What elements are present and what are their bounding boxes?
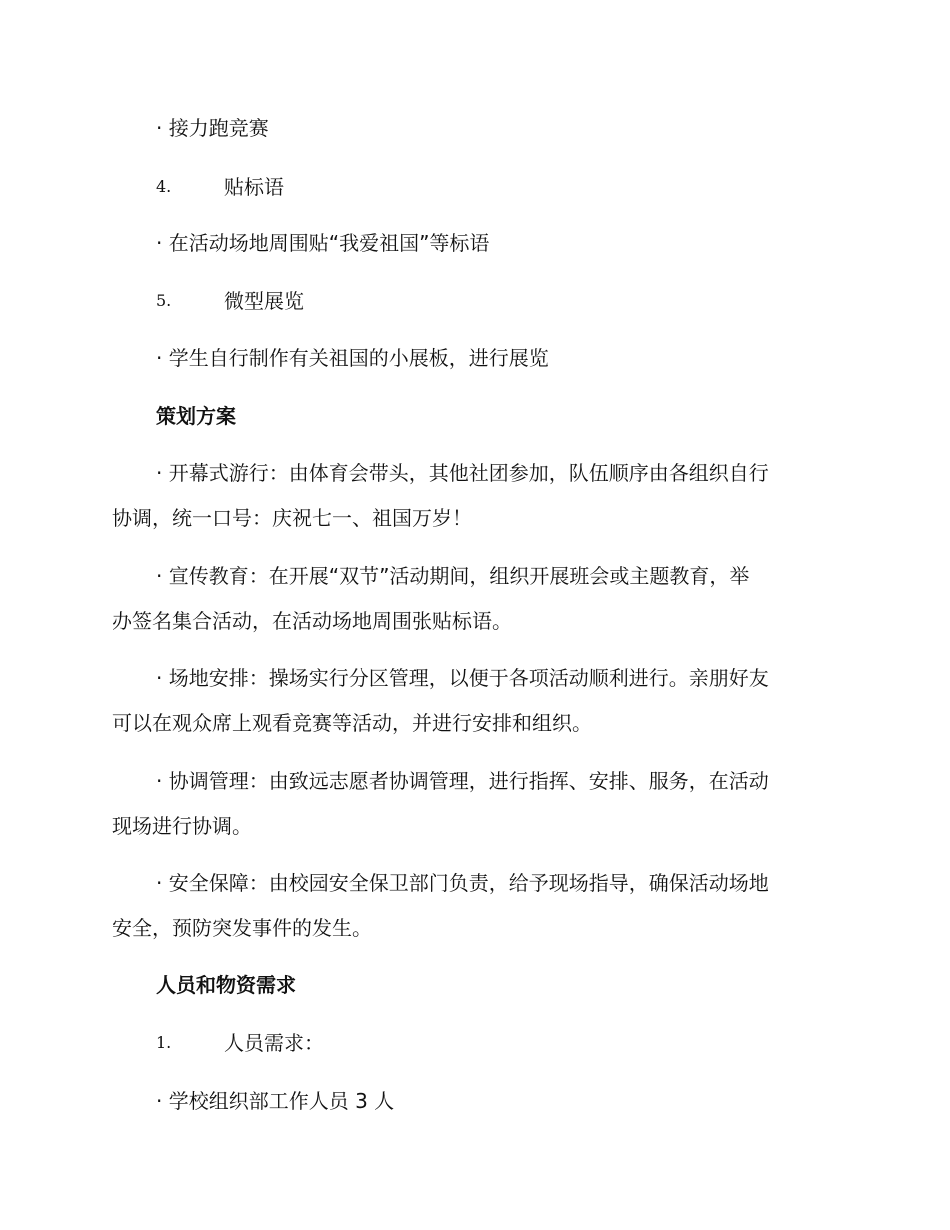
list-item-mini-exhibit: 微型展览 [224, 289, 304, 313]
bullet-relay-race: · 接力跑竞赛 [156, 116, 269, 140]
list-number-1: 1. [156, 1033, 172, 1052]
paragraph-parade-line2: 协调，统一口号：庆祝七一、祖国万岁！ [112, 506, 472, 530]
paragraph-coordination-line1: · 协调管理：由致远志愿者协调管理，进行指挥、安排、服务，在活动 [156, 769, 769, 793]
paragraph-safety-line1: · 安全保障：由校园安全保卫部门负责，给予现场指导，确保活动场地 [156, 871, 769, 895]
bullet-slogan: · 在活动场地周围贴“我爱祖国”等标语 [156, 231, 490, 255]
bullet-staff: · 学校组织部工作人员 3 人 [156, 1089, 395, 1113]
section-heading-resources: 人员和物资需求 [156, 973, 296, 997]
paragraph-venue-line2: 可以在观众席上观看竞赛等活动，并进行安排和组织。 [112, 711, 592, 735]
paragraph-safety-line2: 安全，预防突发事件的发生。 [112, 916, 372, 940]
paragraph-education-line2: 办签名集合活动，在活动场地周围张贴标语。 [112, 609, 512, 633]
list-item-slogans: 贴标语 [224, 175, 284, 199]
paragraph-parade-line1: · 开幕式游行：由体育会带头，其他社团参加，队伍顺序由各组织自行 [156, 461, 769, 485]
paragraph-education-line1: · 宣传教育：在开展“双节”活动期间，组织开展班会或主题教育，举 [156, 564, 750, 588]
bullet-exhibit: · 学生自行制作有关祖国的小展板，进行展览 [156, 346, 549, 370]
section-heading-plan: 策划方案 [156, 404, 236, 428]
list-item-staff-needs: 人员需求： [224, 1031, 324, 1055]
paragraph-venue-line1: · 场地安排：操场实行分区管理，以便于各项活动顺利进行。亲朋好友 [156, 666, 769, 690]
paragraph-coordination-line2: 现场进行协调。 [112, 814, 252, 838]
list-number-5: 5. [156, 291, 172, 310]
list-number-4: 4. [156, 177, 172, 196]
